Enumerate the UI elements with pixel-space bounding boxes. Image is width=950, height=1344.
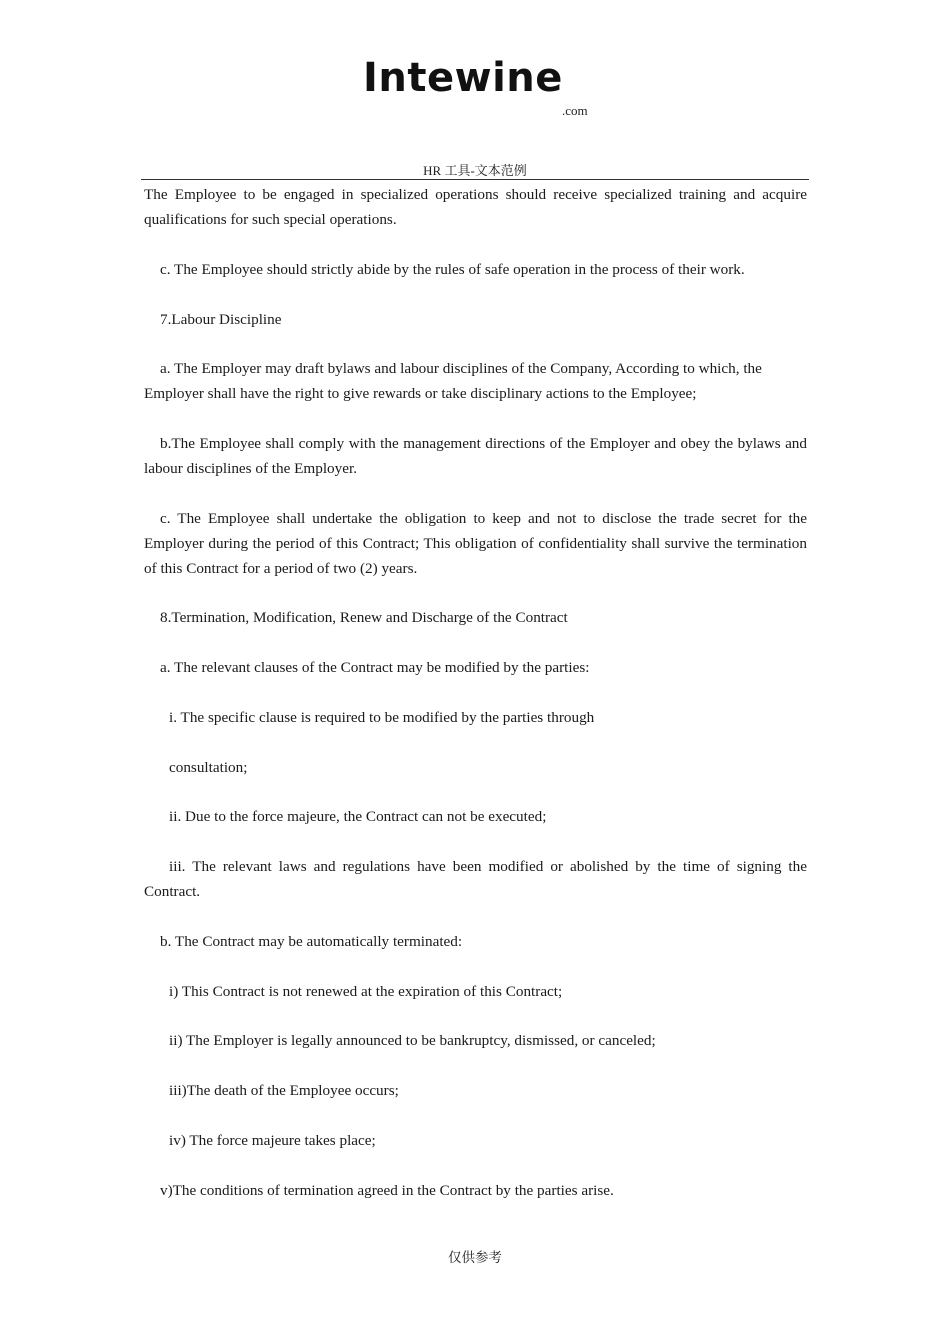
logo: Intewine xyxy=(363,55,563,101)
header-divider xyxy=(141,179,809,180)
logo-suffix: .com xyxy=(562,103,588,118)
clause-8a-modification: a. The relevant clauses of the Contract may be modified by the parties: xyxy=(160,659,590,676)
clause-7a-bylaws: a. The Employer may draft bylaws and labour disciplines of the Company, According to which, the Employer shall have the right to give rewards or take disciplinary actions to the Employee; xyxy=(144,360,762,402)
clause-8a-i-continued: consultation; xyxy=(169,759,248,776)
clause-8a-iii: iii. The relevant laws and regulations have been modified or abolished by the time of signing the Contract. xyxy=(144,858,807,900)
section-7-heading: 7.Labour Discipline xyxy=(160,311,282,328)
clause-8a-ii: ii. Due to the force majeure, the Contract can not be executed; xyxy=(169,808,547,825)
clause-7b-comply: b.The Employee shall comply with the management directions of the Employer and obey the bylaws and labour disciplines of the Employer. xyxy=(144,435,807,477)
clause-7c-confidentiality: c. The Employee shall undertake the obligation to keep and not to disclose the trade secret for the Employer during the period of this Contract; This obligation of confidentiality shall survive the termination of this Contract for a period of two (2) years. xyxy=(144,510,807,577)
header-title: HR 工具-文本范例 xyxy=(423,163,527,178)
clause-8b-ii: ii) The Employer is legally announced to be bankruptcy, dismissed, or canceled; xyxy=(169,1032,656,1049)
clause-8a-i: i. The specific clause is required to be modified by the parties through xyxy=(169,709,595,726)
paragraph-specialized-training: The Employee to be engaged in specialized operations should receive specialized training and acquire qualifications for such special operations. xyxy=(144,186,807,228)
clause-8b-termination: b. The Contract may be automatically terminated: xyxy=(160,933,463,950)
clause-6c-safe-operation: c. The Employee should strictly abide by the rules of safe operation in the process of their work. xyxy=(160,261,745,278)
footer-note: 仅供参考 xyxy=(448,1250,502,1265)
clause-8b-v: v)The conditions of termination agreed in the Contract by the parties arise. xyxy=(160,1182,614,1199)
clause-8b-iv: iv) The force majeure takes place; xyxy=(169,1132,376,1149)
section-8-heading: 8.Termination, Modification, Renew and Discharge of the Contract xyxy=(160,609,568,626)
clause-8b-iii: iii)The death of the Employee occurs; xyxy=(169,1082,399,1099)
clause-8b-i: i) This Contract is not renewed at the expiration of this Contract; xyxy=(169,983,563,1000)
